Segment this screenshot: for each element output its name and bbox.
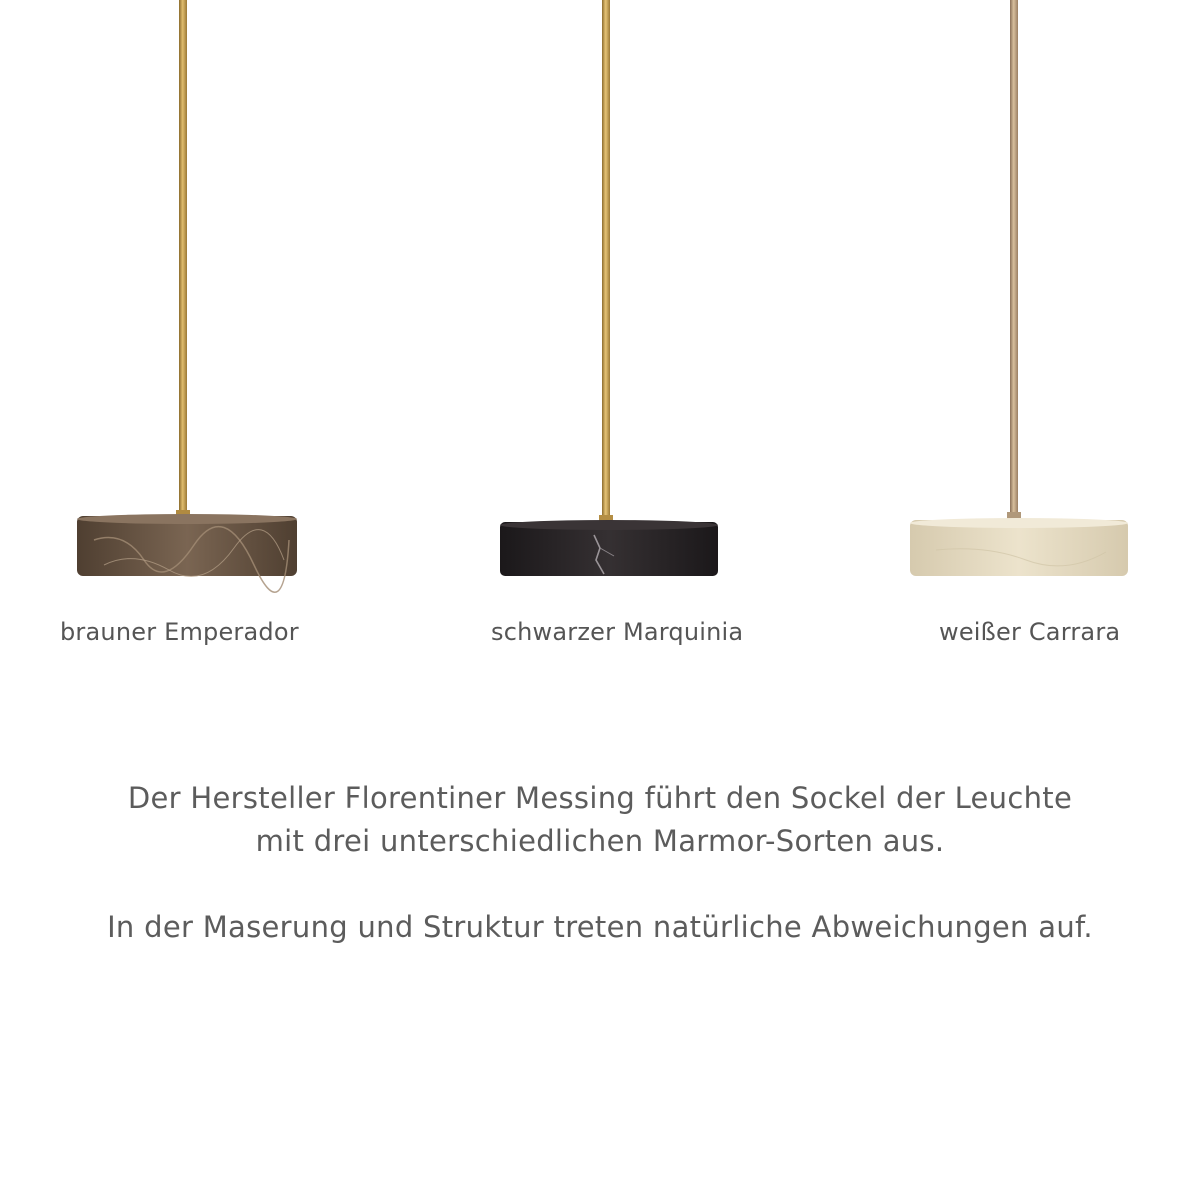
variant-label-brown: brauner Emperador [60,618,299,646]
lamp-white-illustration [906,0,1132,590]
lamp-white-base-top [910,518,1128,528]
lamp-black-illustration [496,0,722,590]
lamp-white-base [910,520,1128,576]
description-line-3: In der Maserung und Struktur treten natürliche Abweichungen auf. [107,910,1093,944]
lamp-white-rod [1010,0,1018,522]
lamp-variant-black [496,0,722,590]
lamp-brown-base-top [77,514,297,524]
lamp-variant-brown [74,0,300,590]
description-line-1: Der Hersteller Florentiner Messing führt den Sockel der Leuchte [127,781,1073,815]
lamp-black-rod [602,0,610,525]
lamp-brown-rod [179,0,187,520]
lamp-brown-illustration [74,0,300,590]
variant-label-white: weißer Carrara [939,618,1121,646]
description-paragraph-2 [0,906,1200,949]
variant-label-black: schwarzer Marquinia [491,618,744,646]
lamp-black-base [500,522,718,576]
lamp-brown-base [77,516,297,576]
description-line-2: mit drei unterschiedlichen Marmor-Sorten aus. [255,824,945,858]
lamp-variant-white [906,0,1132,590]
description-paragraph-1 [0,777,1200,863]
lamp-black-base-top [500,520,718,530]
